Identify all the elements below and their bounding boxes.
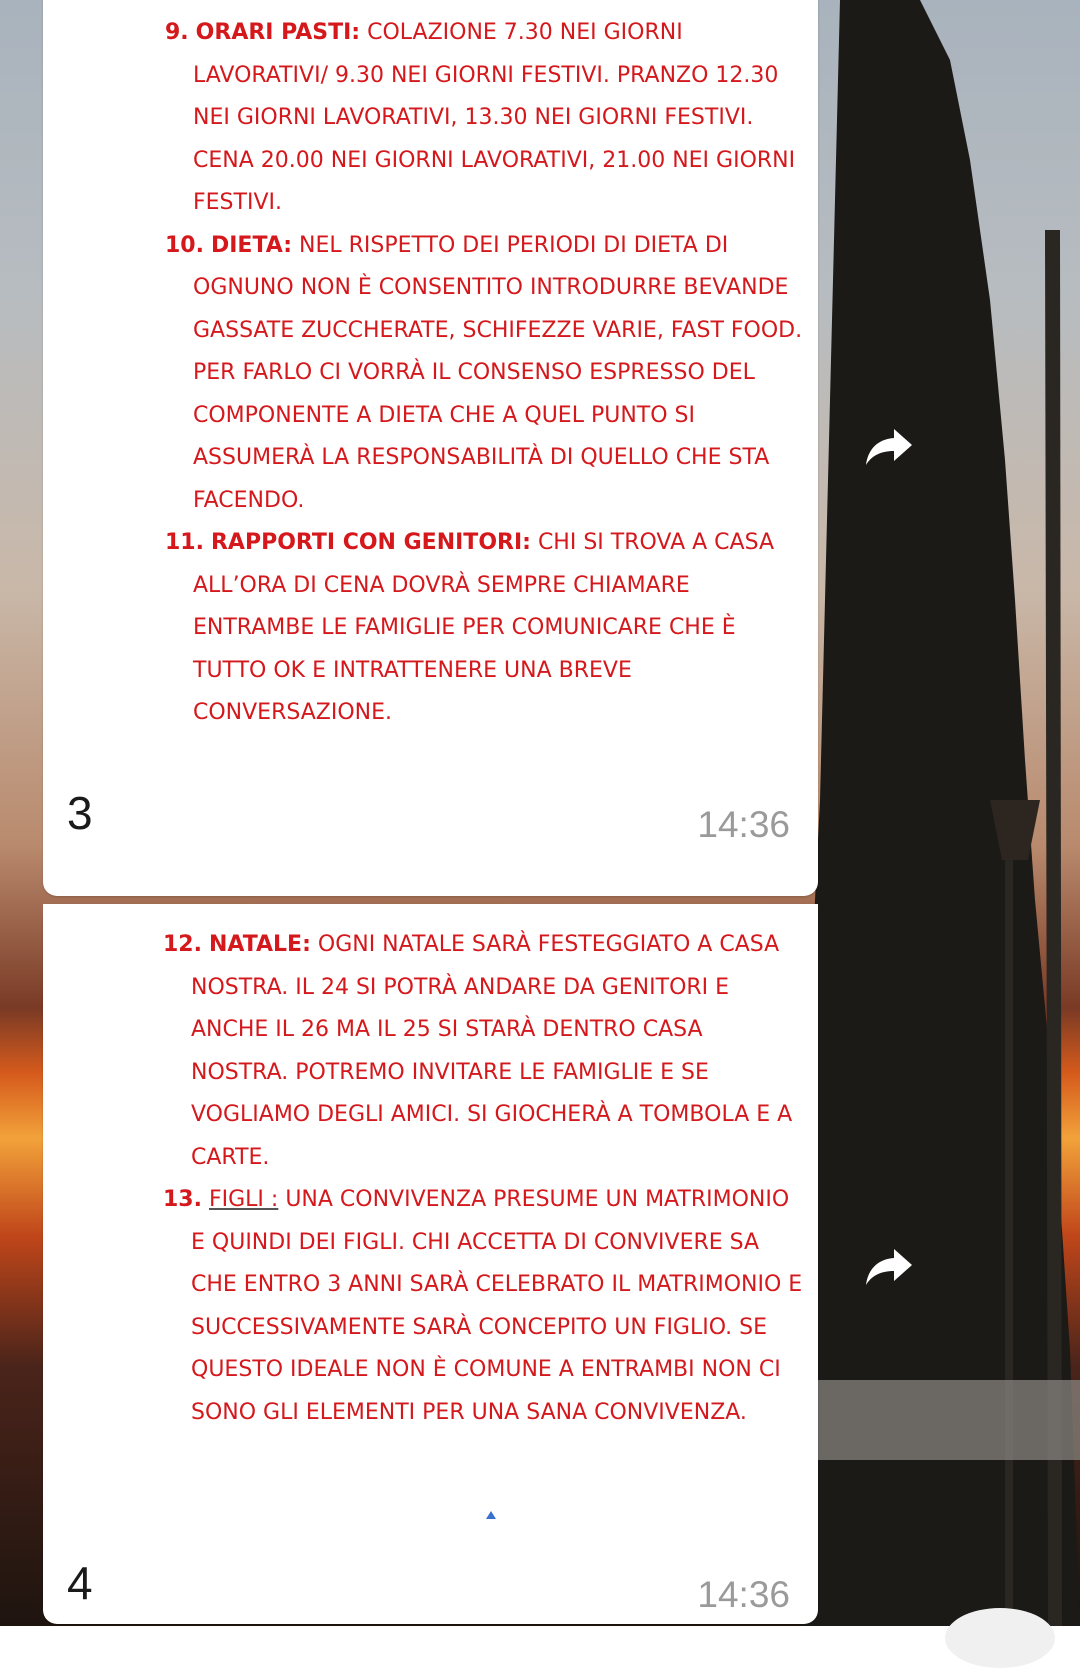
message-timestamp: 14:36 [697,804,790,845]
forward-arrow-icon [864,1247,914,1287]
message-caption: 4 [67,1557,93,1609]
rule-item: 11. RAPPORTI CON GENITORI: CHI SI TROVA A CASA ALL’ORA DI CENA DOVRÀ SEMPRE CHIAMARE ENTRAMBE LE FAMIGLIE PER COMUNICARE CHE È TUTTO OK E INTRATTENERE UNA BREVE CONVERSAZIONE. [165,530,774,725]
rules-list-1 [165,12,805,735]
rule-item: 9. ORARI PASTI: COLAZIONE 7.30 NEI GIORNI LAVORATIVI/ 9.30 NEI GIORNI FESTIVI. PRANZO 12.30 NEI GIORNI LAVORATIVI, 13.30 NEI GIORNI FESTIVI. CENA 20.00 NEI GIORNI LAVORATIVI, 21.00 NEI GIORNI FESTIVI. [165,20,796,215]
text-cursor-marker [486,1511,496,1519]
message-caption: 3 [67,787,93,839]
forward-button[interactable] [862,1240,916,1294]
wallpaper-tree-silhouette [800,0,1080,1626]
scroll-to-bottom-button[interactable] [945,1608,1055,1668]
rule-item: 12. NATALE: OGNI NATALE SARÀ FESTEGGIATO A CASA NOSTRA. IL 24 SI POTRÀ ANDARE DA GENITORI E ANCHE IL 26 MA IL 25 SI STARÀ DENTRO CASA NOSTRA. POTREMO INVITARE LE FAMIGLIE E SE VOGLIAMO DEGLI AMICI. SI GIOCHERÀ A TOMBOLA E A CARTE. [163,932,793,1170]
rule-item: 13. FIGLI : UNA CONVIVENZA PRESUME UN MATRIMONIO E QUINDI DEI FIGLI. CHI ACCETTA DI CONVIVERE SA CHE ENTRO 3 ANNI SARÀ CELEBRATO IL MATRIMONIO E SUCCESSIVAMENTE SARÀ CONCEPITO UN FIGLIO. SE QUESTO IDEALE NON È COMUNE A ENTRAMBI NON CI SONO GLI ELEMENTI PER UNA SANA CONVIVENZA. [163,1187,803,1425]
document-image-2[interactable] [43,904,818,1524]
forward-arrow-icon [864,427,914,467]
message-bubble-2[interactable] [43,904,818,1624]
rules-list-2 [163,924,803,1434]
message-timestamp: 14:36 [697,1574,790,1615]
document-image-1[interactable] [43,0,818,770]
message-bubble-1[interactable] [43,0,818,896]
rule-item: 10. DIETA: NEL RISPETTO DEI PERIODI DI DIETA DI OGNUNO NON È CONSENTITO INTRODURRE BEVANDE GASSATE ZUCCHERATE, SCHIFEZZE VARIE, FAST FOOD. PER FARLO CI VORRÀ IL CONSENSO ESPRESSO DEL COMPONENTE A DIETA CHE A QUEL PUNTO SI ASSUMERÀ LA RESPONSABILITÀ DI QUELLO CHE STA FACENDO. [165,232,803,513]
forward-button[interactable] [862,420,916,474]
